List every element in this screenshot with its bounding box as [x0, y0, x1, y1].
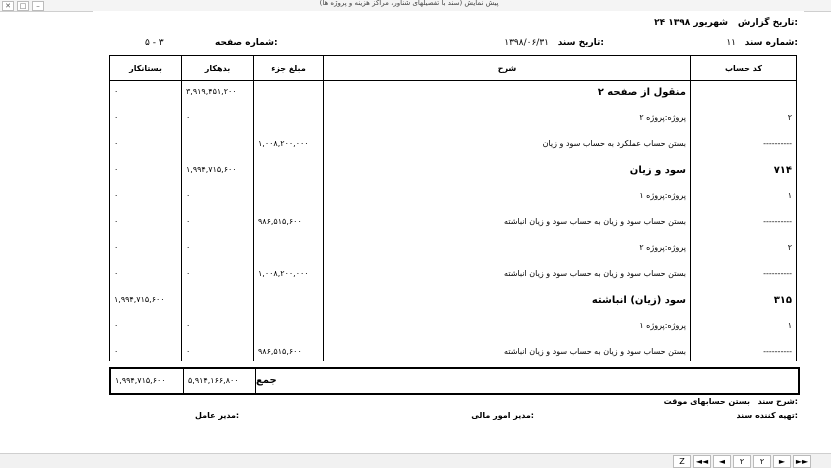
cell-debit: ۰ [186, 347, 191, 356]
cell-partial [254, 113, 323, 139]
minimize-icon[interactable]: – [32, 1, 44, 11]
preview-statusbar [0, 453, 831, 468]
cell-desc: بستن حساب سود و زیان به حساب سود و زیان انباشته [504, 269, 686, 278]
cell-code: ۱ [787, 321, 792, 330]
cell-desc: پروژه:پروژه ۱ [639, 321, 686, 330]
desc-column [324, 81, 690, 361]
doc-date-value: ۱۳۹۸/۰۶/۳۱ [504, 38, 549, 48]
next-page-icon[interactable]: ► [773, 455, 791, 468]
cell-partial: ۹۸۶,۵۱۵,۶۰۰ [258, 347, 302, 356]
cell-partial [254, 243, 323, 269]
cell-desc: پروژه:پروژه ۱ [639, 191, 686, 200]
cell-code: ---------- [763, 269, 792, 278]
doc-desc-value: بستن حسابهای موقت [663, 397, 750, 406]
cell-desc: سود (زیان) انباشته [591, 295, 686, 306]
cell-desc: منقول از صفحه ۲ [597, 87, 686, 98]
cell-credit: ۰ [114, 139, 119, 148]
cell-debit: ۰ [186, 113, 191, 122]
cell-debit: ۰ [186, 321, 191, 330]
cell-code: ---------- [763, 217, 792, 226]
cell-debit: ۰ [186, 191, 191, 200]
cell-code: ۲ [787, 243, 792, 252]
total-credit: ۱,۹۹۴,۷۱۵,۶۰۰ [115, 376, 166, 385]
cell-desc: بستن حساب سود و زیان به حساب سود و زیان انباشته [504, 217, 686, 226]
col-code: کد حساب [691, 56, 797, 81]
cell-partial [254, 87, 323, 113]
doc-desc-label: شرح سند: [757, 397, 798, 406]
report-date-value: ۲۴ شهریور ۱۳۹۸ [654, 18, 728, 28]
totals-row [109, 367, 800, 395]
total-label: جمع [255, 369, 280, 393]
doc-no-value: ۱۱ [726, 38, 736, 48]
page-navigator [673, 455, 811, 468]
voucher-table [109, 55, 797, 361]
table-header [110, 56, 797, 81]
cell-credit: ۰ [114, 87, 119, 96]
cell-debit: ۳,۹۱۹,۴۵۱,۲۰۰ [186, 87, 237, 96]
cell-desc: سود و زیان [629, 165, 686, 176]
report-date-label: تاریخ گزارش: [737, 18, 798, 28]
page-no-value: ۵ - ۳ [145, 38, 164, 48]
cell-desc: پروژه:پروژه ۲ [639, 113, 686, 122]
cell-desc: بستن حساب سود و زیان به حساب سود و زیان انباشته [504, 347, 686, 356]
cell-debit: ۱,۹۹۴,۷۱۵,۶۰۰ [186, 165, 237, 174]
cell-code: ---------- [763, 347, 792, 356]
cell-credit: ۰ [114, 347, 119, 356]
cell-code [691, 87, 796, 113]
cell-code: ۱ [787, 191, 792, 200]
cell-partial [254, 295, 323, 321]
cell-credit: ۰ [114, 113, 119, 122]
cell-partial [254, 191, 323, 217]
cell-debit: ۰ [186, 269, 191, 278]
cell-credit: ۰ [114, 243, 119, 252]
cell-desc: پروژه:پروژه ۲ [639, 243, 686, 252]
col-desc: شرح [324, 56, 691, 81]
window-controls [2, 1, 44, 11]
maximize-icon[interactable]: □ [17, 1, 29, 11]
col-debit: بدهکار [182, 56, 254, 81]
cell-code: ۲ [787, 113, 792, 122]
cell-credit: ۰ [114, 269, 119, 278]
cell-debit [182, 295, 253, 321]
page-total: ۲ [753, 455, 771, 468]
cell-credit: ۰ [114, 321, 119, 330]
cell-code: ۳۱۵ [773, 295, 792, 306]
cell-code: ---------- [763, 139, 792, 148]
doc-date-label: تاریخ سند: [557, 38, 604, 48]
cell-code: ۷۱۴ [773, 165, 792, 176]
page-current[interactable]: ۲ [733, 455, 751, 468]
report-page [93, 11, 804, 453]
cell-partial: ۱,۰۰۸,۲۰۰,۰۰۰ [258, 269, 309, 278]
preparer-label: تهیه کننده سند: [736, 411, 798, 420]
cell-partial: ۱,۰۰۸,۲۰۰,۰۰۰ [258, 139, 309, 148]
partial-column [254, 81, 323, 361]
cell-partial [254, 165, 323, 191]
cell-debit: ۰ [186, 217, 191, 226]
code-column [691, 81, 796, 361]
page-no-label: شماره صفحه: [215, 38, 278, 48]
col-credit: بستانکار [110, 56, 182, 81]
cell-credit: ۰ [114, 165, 119, 174]
doc-no-label: شماره سند: [744, 38, 798, 48]
credit-column [110, 81, 181, 361]
cell-debit: ۰ [186, 243, 191, 252]
window-title: پیش نمایش (سند با تفصیلهای شناور، مراکز هزینه و پروژه ها) [319, 0, 499, 7]
first-page-icon[interactable]: ◄◄ [693, 455, 711, 468]
cell-credit: ۱,۹۹۴,۷۱۵,۶۰۰ [114, 295, 165, 304]
close-icon[interactable]: ✕ [2, 1, 14, 11]
cell-credit: ۰ [114, 191, 119, 200]
total-debit: ۵,۹۱۴,۱۶۶,۸۰۰ [183, 369, 260, 393]
debit-column [182, 81, 253, 361]
cell-debit [182, 139, 253, 165]
zoom-button[interactable]: Z [673, 455, 691, 468]
cell-partial [254, 321, 323, 347]
finance-manager-label: مدیر امور مالی: [471, 411, 534, 420]
col-partial: مبلغ جزء [254, 56, 324, 81]
ceo-label: مدیر عامل: [195, 411, 240, 420]
prev-page-icon[interactable]: ◄ [713, 455, 731, 468]
cell-credit: ۰ [114, 217, 119, 226]
cell-partial: ۹۸۶,۵۱۵,۶۰۰ [258, 217, 302, 226]
last-page-icon[interactable]: ►► [793, 455, 811, 468]
cell-desc: بستن حساب عملکرد به حساب سود و زیان [542, 139, 686, 148]
